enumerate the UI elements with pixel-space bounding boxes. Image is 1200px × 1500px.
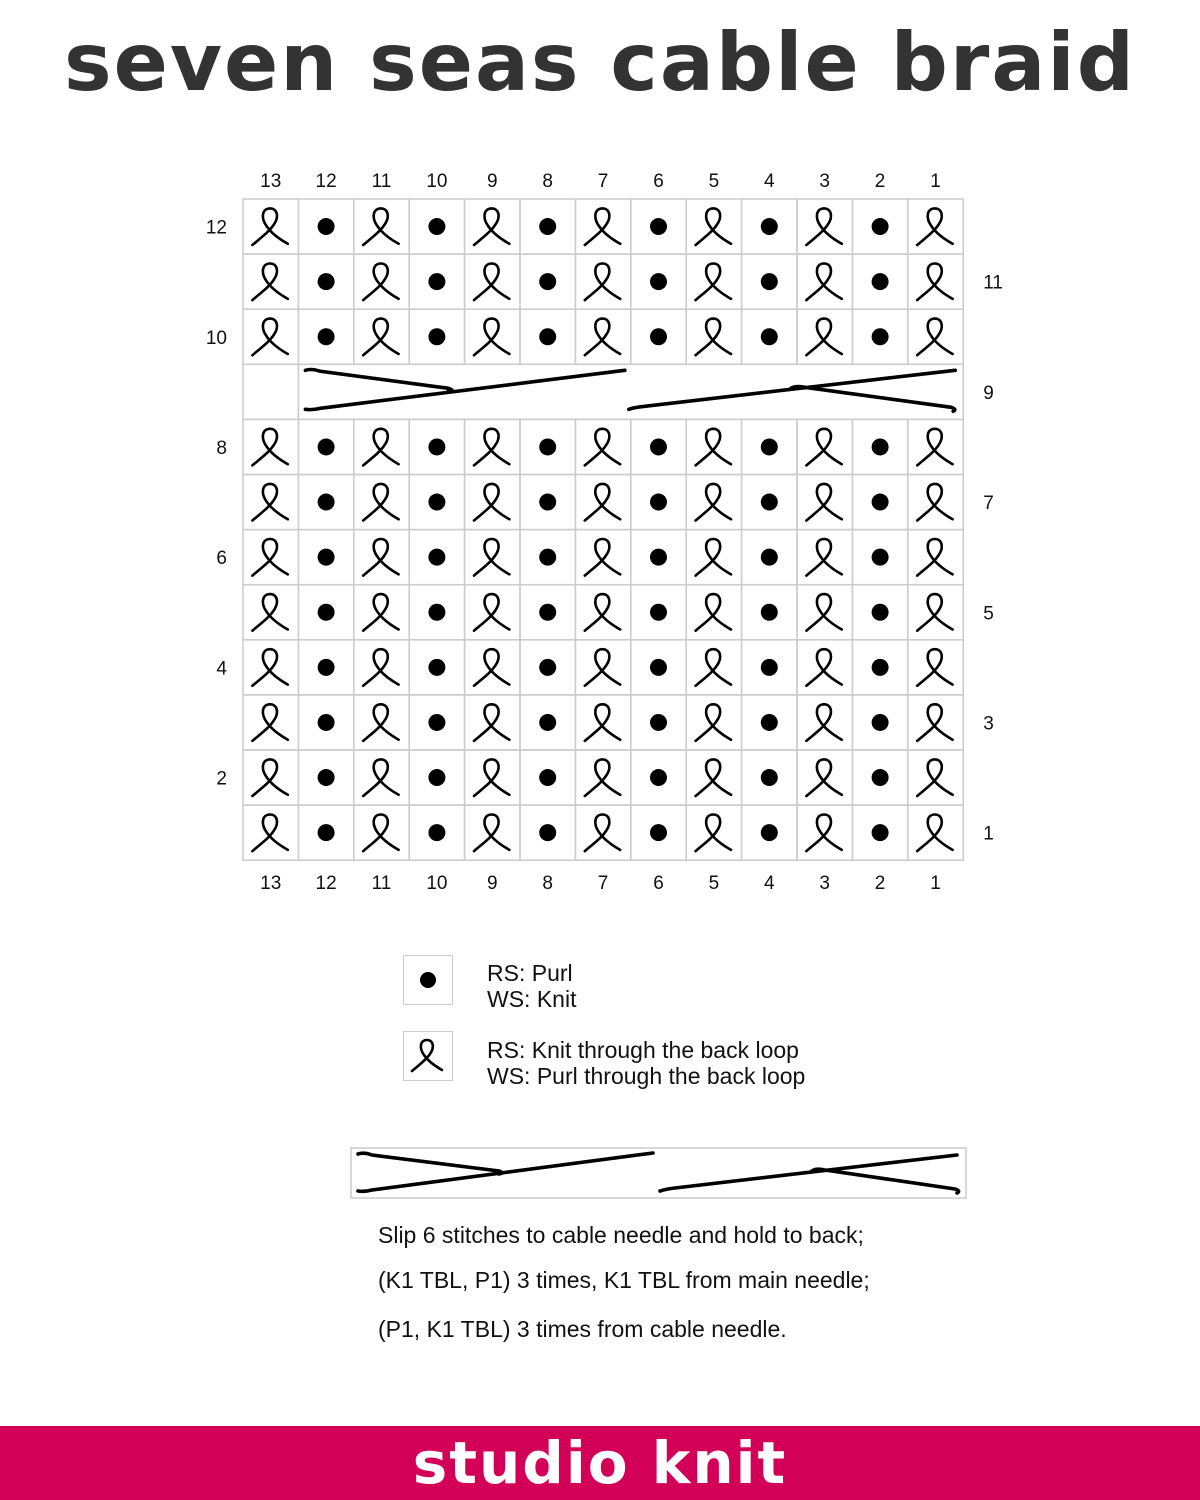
row-number: 2 bbox=[216, 768, 227, 790]
brand-logo[interactable]: studio knit bbox=[412, 1429, 788, 1497]
legend-tbl-ws: WS: Purl through the back loop bbox=[487, 1063, 806, 1089]
row-number: 8 bbox=[216, 437, 227, 459]
row-number: 7 bbox=[983, 493, 994, 515]
column-number-top: 11 bbox=[371, 171, 392, 192]
cable-cross-icon bbox=[358, 1153, 959, 1193]
legend-purl-rs: RS: Purl bbox=[487, 960, 573, 986]
row-number: 4 bbox=[216, 658, 227, 680]
cable-instruction-3: (P1, K1 TBL) 3 times from cable needle. bbox=[378, 1316, 787, 1342]
column-number-bottom: 12 bbox=[315, 873, 337, 895]
column-number-top: 6 bbox=[653, 171, 664, 192]
column-number-bottom: 4 bbox=[764, 873, 775, 895]
column-number-bottom: 8 bbox=[542, 873, 553, 895]
column-number-top: 2 bbox=[874, 171, 886, 192]
row-number: 11 bbox=[983, 272, 1003, 294]
cable-instruction-1: Slip 6 stitches to cable needle and hold to back; bbox=[378, 1222, 864, 1248]
page-title: seven seas cable braid bbox=[63, 16, 1136, 109]
column-number-bottom: 7 bbox=[597, 873, 609, 895]
column-number-bottom: 10 bbox=[426, 873, 448, 895]
column-number-bottom: 11 bbox=[371, 873, 392, 895]
column-number-top: 9 bbox=[487, 171, 498, 192]
column-number-bottom: 3 bbox=[819, 873, 830, 895]
column-number-top: 5 bbox=[708, 171, 720, 192]
footer-bar bbox=[0, 1426, 1200, 1500]
column-number-top: 10 bbox=[426, 171, 448, 192]
column-number-bottom: 13 bbox=[260, 873, 282, 895]
column-number-bottom: 1 bbox=[930, 873, 941, 895]
column-number-top: 7 bbox=[597, 171, 609, 192]
row-number: 1 bbox=[983, 823, 994, 845]
column-number-bottom: 5 bbox=[708, 873, 720, 895]
column-number-top: 13 bbox=[260, 171, 282, 192]
row-number: 10 bbox=[205, 327, 227, 349]
row-number: 12 bbox=[205, 217, 227, 239]
column-number-top: 3 bbox=[819, 171, 830, 192]
row-number: 5 bbox=[983, 603, 994, 625]
column-number-bottom: 2 bbox=[874, 873, 886, 895]
cable-instruction-2: (K1 TBL, P1) 3 times, K1 TBL from main needle; bbox=[378, 1267, 870, 1293]
column-number-top: 8 bbox=[542, 171, 553, 192]
row-number: 9 bbox=[983, 382, 994, 404]
column-number-bottom: 6 bbox=[653, 873, 664, 895]
row-number: 3 bbox=[983, 713, 994, 735]
column-number-top: 1 bbox=[930, 171, 941, 192]
legend-tbl-rs: RS: Knit through the back loop bbox=[487, 1037, 799, 1063]
row-number: 6 bbox=[216, 548, 227, 570]
column-number-top: 12 bbox=[315, 171, 337, 192]
column-number-bottom: 9 bbox=[487, 873, 498, 895]
legend-purl-ws: WS: Knit bbox=[487, 986, 577, 1012]
column-number-top: 4 bbox=[764, 171, 775, 192]
